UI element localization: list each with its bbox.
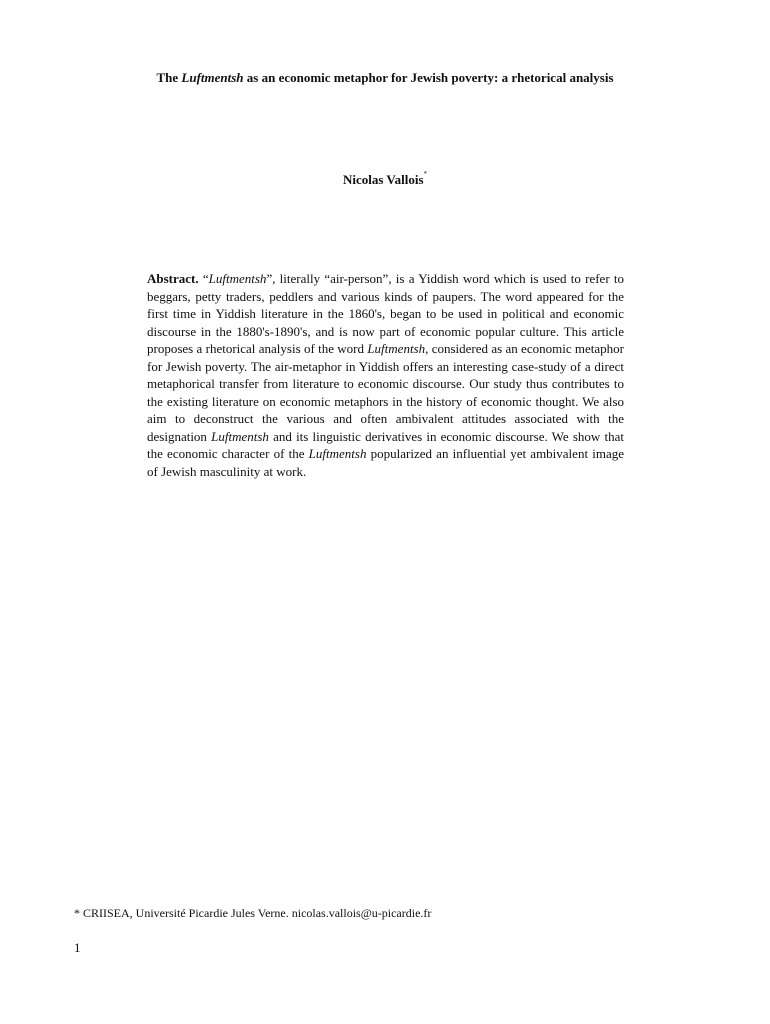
author-line [0, 172, 770, 188]
abstract-term: Luftmentsh [211, 428, 269, 444]
abstract-text: popularized an influential yet ambivalent image of Jewish masculinity at work. [147, 446, 624, 479]
abstract-label: Abstract. [147, 271, 199, 286]
abstract-term: Luftmentsh [308, 446, 367, 461]
title-prefix: The [156, 70, 182, 85]
author-name: Nicolas Vallois [342, 172, 424, 187]
abstract-text: ”, literally “air-person”, is a Yiddish word which is used to refer to beggars, petty traders, peddlers and various kinds of paupers. The word appeared for the first time in Yiddish literature in the 1860's, began to be used in political and economic discourse in the 1880's-1890's, and is now part of economic popular culture. This article proposes a rhetorical analysis of the word [147, 271, 624, 356]
abstract-text: “ [198, 271, 209, 286]
abstract-term: Luftmentsh [208, 271, 267, 286]
title-italic-term: Luftmentsh [181, 70, 244, 85]
title-suffix: as an economic metaphor for Jewish poverty: a rhetorical analysis [243, 70, 614, 85]
affiliation-footnote: * CRIISEA, Université Picardie Jules Verne. nicolas.vallois@u-picardie.fr [74, 906, 432, 920]
abstract-text: and its linguistic derivatives in economic discourse. We show that the economic character of the [147, 428, 624, 461]
paper-title [0, 70, 770, 86]
author-footnote-marker: * [423, 170, 428, 178]
abstract-paragraph [147, 270, 624, 480]
abstract-text: , considered as an economic metaphor for Jewish poverty. The air-metaphor in Yiddish offers an interesting case-study of a direct metaphorical transfer from literature to economic discourse. Our study thus contributes to the existing literature on economic metaphors in the history of economic thought. We also aim to deconstruct the various and often ambivalent attitudes associated with the designation [147, 341, 624, 444]
page-number: 1 [74, 940, 81, 955]
abstract-term: Luftmentsh [367, 341, 426, 356]
